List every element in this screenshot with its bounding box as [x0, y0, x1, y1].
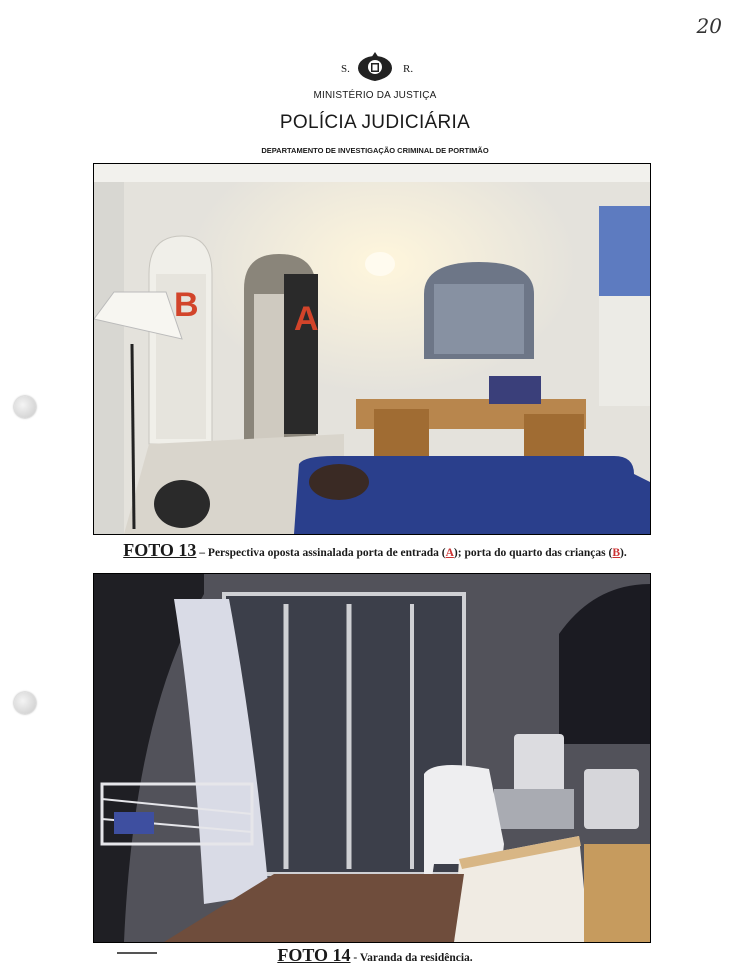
- balcony-photo: [94, 574, 650, 942]
- seal-right-letter: R.: [403, 63, 414, 75]
- punch-hole: [14, 396, 36, 418]
- caption-text: ); porta do quarto das crianças (: [453, 547, 613, 559]
- living-room-photo: [94, 164, 650, 534]
- caption-text: ).: [620, 547, 627, 559]
- photo-13: [93, 163, 651, 535]
- photo-14: [93, 573, 651, 943]
- department-title: DEPARTAMENTO DE INVESTIGAÇÃO CRIMINAL DE PORTIMÃO: [261, 146, 489, 155]
- punch-hole: [14, 692, 36, 714]
- caption-mark-b: B: [612, 547, 621, 559]
- coat-of-arms-icon: [355, 50, 395, 84]
- page-number: 20: [696, 14, 722, 38]
- marker-b-label: B: [174, 286, 199, 324]
- police-title: POLÍCIA JUDICIÁRIA: [279, 112, 471, 133]
- caption-mark-a: A: [445, 547, 454, 559]
- header-seal-row: [0, 50, 750, 84]
- marker-a-label: A: [294, 300, 319, 338]
- photo-13-caption: [0, 540, 750, 561]
- ministry-title: MINISTÉRIO DA JUSTIÇA: [313, 90, 437, 101]
- seal-left-letter: S.: [341, 63, 350, 75]
- caption-label: FOTO 13: [123, 540, 197, 560]
- photo-14-caption: [0, 945, 750, 966]
- caption-text: - Varanda da residência.: [350, 952, 473, 964]
- caption-label: FOTO 14: [277, 945, 351, 965]
- caption-text: – Perspectiva oposta assinalada porta de entrada (: [196, 547, 446, 559]
